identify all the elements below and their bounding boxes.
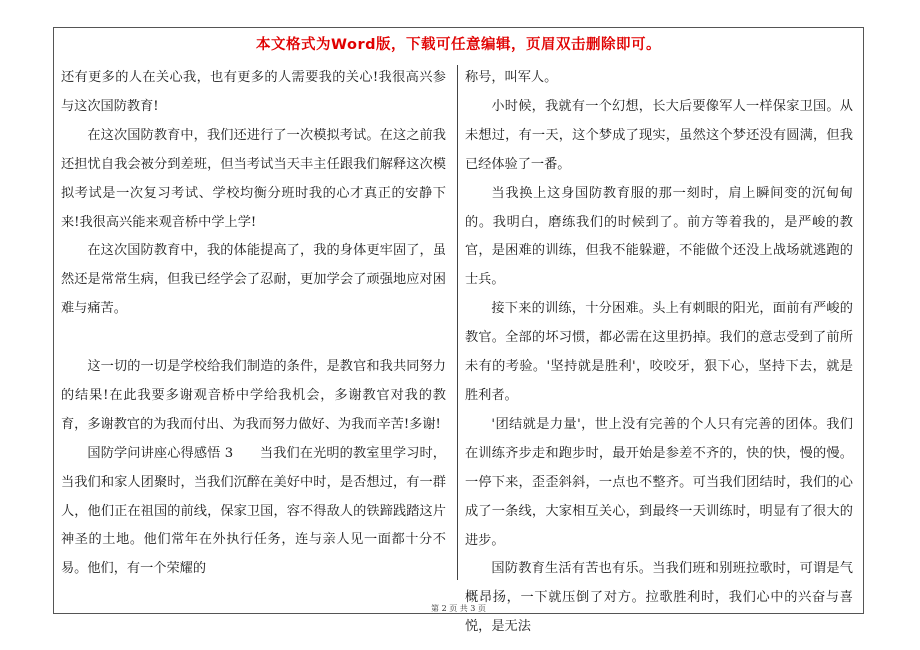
right-column [465,64,853,642]
left-paragraph-3: 在这次国防教育中，我的体能提高了，我的身体更牢固了，虽然还是常常生病，但我已经学会了忍耐，更加学会了顽强地应对困难与痛苦。 [61,243,446,317]
right-paragraph-3: 当我换上这身国防教育服的那一刻时，肩上瞬间变的沉甸甸的。我明白，磨练我们的时候到了。前方等着我的，是严峻的教官，是困难的训练，但我不能躲避，不能做个还没上战场就逃跑的士兵。 [465,185,853,288]
page-number: 第 2 页 共 3 页 [431,604,486,613]
header-notice: 本文格式为Word版，下载可任意编辑，页眉双击删除即可。 [256,37,661,53]
left-column [61,64,446,584]
left-paragraph-1: 还有更多的人在关心我，也有更多的人需要我的关心!我很高兴参与这次国防教育! [61,70,446,114]
left-paragraph-5: 国防学问讲座心得感悟 3 当我们在光明的教室里学习时，当我们和家人团聚时，当我们沉醉在美好中时，是否想过，有一群人，他们正在祖国的前线，保家卫国，容不得敌人的铁蹄践踏这片神圣的土地。他们常年在外执行任务，连与亲人见一面都十分不易。他们，有一个荣耀的 [61,445,446,577]
right-paragraph-1: 称号，叫军人。 [465,70,558,85]
left-paragraph-4: 这一切的一切是学校给我们制造的条件，是教官和我共同努力的结果!在此我要多谢观音桥中学给我机会，多谢教官对我的教育，多谢教官的为我而付出、为我而努力做好、为我而辛苦!多谢! [61,359,446,432]
right-paragraph-5: '团结就是力量'，世上没有完善的个人只有完善的团体。我们在训练齐步走和跑步时，最开始是参差不齐的，快的快，慢的慢。一停下来，歪歪斜斜，一点也不整齐。可当我们团结时，我们的心成了一条线，大家相互关心，到最终一天训练时，明显有了很大的进步。 [465,416,853,548]
right-paragraph-6: 国防教育生活有苦也有乐。当我们班和别班拉歌时，可谓是气概昂扬，一下就压倒了对方。拉歌胜利时，我们心中的兴奋与喜悦，是无法 [465,561,853,635]
left-paragraph-2: 在这次国防教育中，我们还进行了一次模拟考试。在这之前我还担忧自我会被分到差班，但当考试当天丰主任跟我们解释这次模拟考试是一次复习考试、学校均衡分班时我的心才真正的安静下来!我很高兴能来观音桥中学上学! [61,127,446,230]
blank-line [61,324,446,353]
column-divider [457,65,458,580]
right-paragraph-2: 小时候，我就有一个幻想，长大后要像军人一样保家卫国。从未想过，有一天，这个梦成了现实，虽然这个梦还没有圆满，但我已经体验了一番。 [465,98,853,172]
right-paragraph-4: 接下来的训练，十分困难。头上有刺眼的阳光，面前有严峻的教官。全部的坏习惯，都必需在这里扔掉。我们的意志受到了前所未有的考验。'坚持就是胜利'，咬咬牙，狠下心，坚持下去，就是胜利者。 [465,301,853,403]
